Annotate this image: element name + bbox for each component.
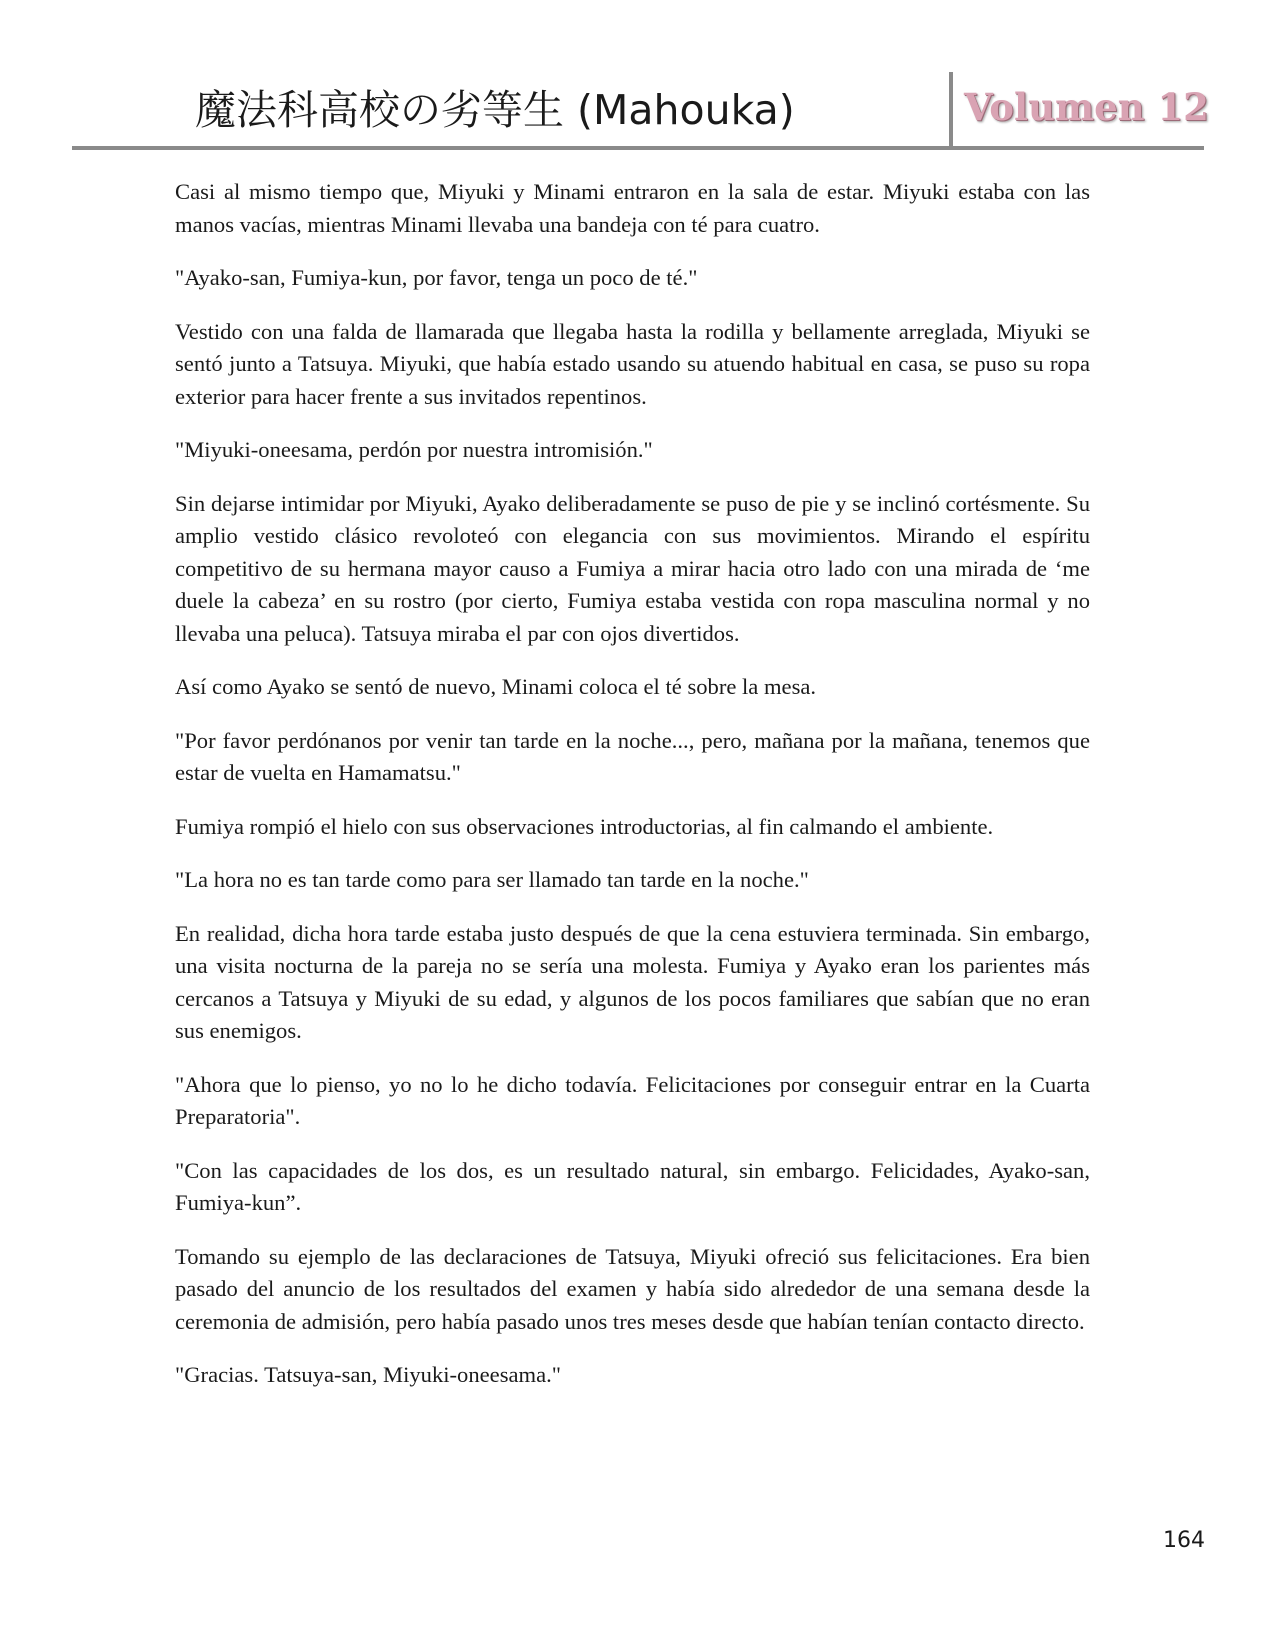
paragraph-3: Vestido con una falda de llamarada que llegaba hasta la rodilla y bellamente arreglada, Miyuki se sentó junto a Tatsuya. Miyuki, que había estado usando su atuendo habitual en casa, se puso su ropa exterior para hacer frente a sus invitados repentinos. — [175, 318, 1090, 409]
page-header — [0, 0, 1275, 160]
paragraph-10: En realidad, dicha hora tarde estaba justo después de que la cena estuviera terminada. Sin embargo, una visita nocturna de la pareja no se sería una molesta. Fumiya y Ayako eran los parientes más cercanos a Tatsuya y Miyuki de su edad, y algunos de los pocos familiares que sabían que no eran sus enemigos. — [175, 920, 1090, 1043]
paragraph-13: Tomando su ejemplo de las declaraciones de Tatsuya, Miyuki ofreció sus felicitaciones. Era bien pasado del anuncio de los resultados del examen y había sido alrededor de una semana desde la ceremonia de admisión, pero había pasado unos tres meses desde que habían tenían contacto directo. — [175, 1243, 1090, 1334]
page-body — [175, 176, 1090, 1413]
paragraph-5: Sin dejarse intimidar por Miyuki, Ayako deliberadamente se puso de pie y se inclinó cortésmente. Su amplio vestido clásico revoloteó con elegancia con sus movimientos. Mirando el espíritu competitivo de su hermana mayor causo a Fumiya a mirar hacia otro lado con una mirada de ‘me duele la cabeza’ en su rostro (por cierto, Fumiya estaba vestida con ropa masculina normal y no llevaba una peluca). Tatsuya miraba el par con ojos divertidos. — [175, 490, 1090, 646]
paragraph-1: Casi al mismo tiempo que, Miyuki y Minami entraron en la sala de estar. Miyuki estaba con las manos vacías, mientras Minami llevaba una bandeja con té para cuatro. — [175, 179, 1090, 237]
paragraph-4: "Miyuki-oneesama, perdón por nuestra intromisión." — [175, 437, 653, 462]
paragraph-7: "Por favor perdónanos por venir tan tarde en la noche..., pero, mañana por la mañana, tenemos que estar de vuelta en Hamamatsu." — [175, 727, 1090, 785]
paragraph-6: Así como Ayako se sentó de nuevo, Minami coloca el té sobre la mesa. — [175, 674, 817, 699]
paragraph-2: "Ayako-san, Fumiya-kun, por favor, tenga un poco de té." — [175, 265, 698, 290]
volume-label: Volumen 12 — [964, 85, 1209, 129]
header-divider — [949, 72, 953, 148]
header-title: 魔法科高校の劣等生 (Mahouka) — [195, 86, 795, 134]
paragraph-11: "Ahora que lo pienso, yo no lo he dicho todavía. Felicitaciones por conseguir entrar en la Cuarta Preparatoria". — [175, 1071, 1090, 1129]
paragraph-14: "Gracias. Tatsuya-san, Miyuki-oneesama." — [175, 1362, 561, 1387]
paragraph-8: Fumiya rompió el hielo con sus observaciones introductorias, al fin calmando el ambiente. — [175, 813, 994, 839]
paragraph-9: "La hora no es tan tarde como para ser llamado tan tarde en la noche." — [175, 867, 809, 892]
paragraph-12: "Con las capacidades de los dos, es un resultado natural, sin embargo. Felicidades, Ayako-san, Fumiya-kun”. — [175, 1157, 1090, 1215]
page-number: 164 — [1163, 1528, 1205, 1553]
header-rule — [72, 146, 1204, 150]
